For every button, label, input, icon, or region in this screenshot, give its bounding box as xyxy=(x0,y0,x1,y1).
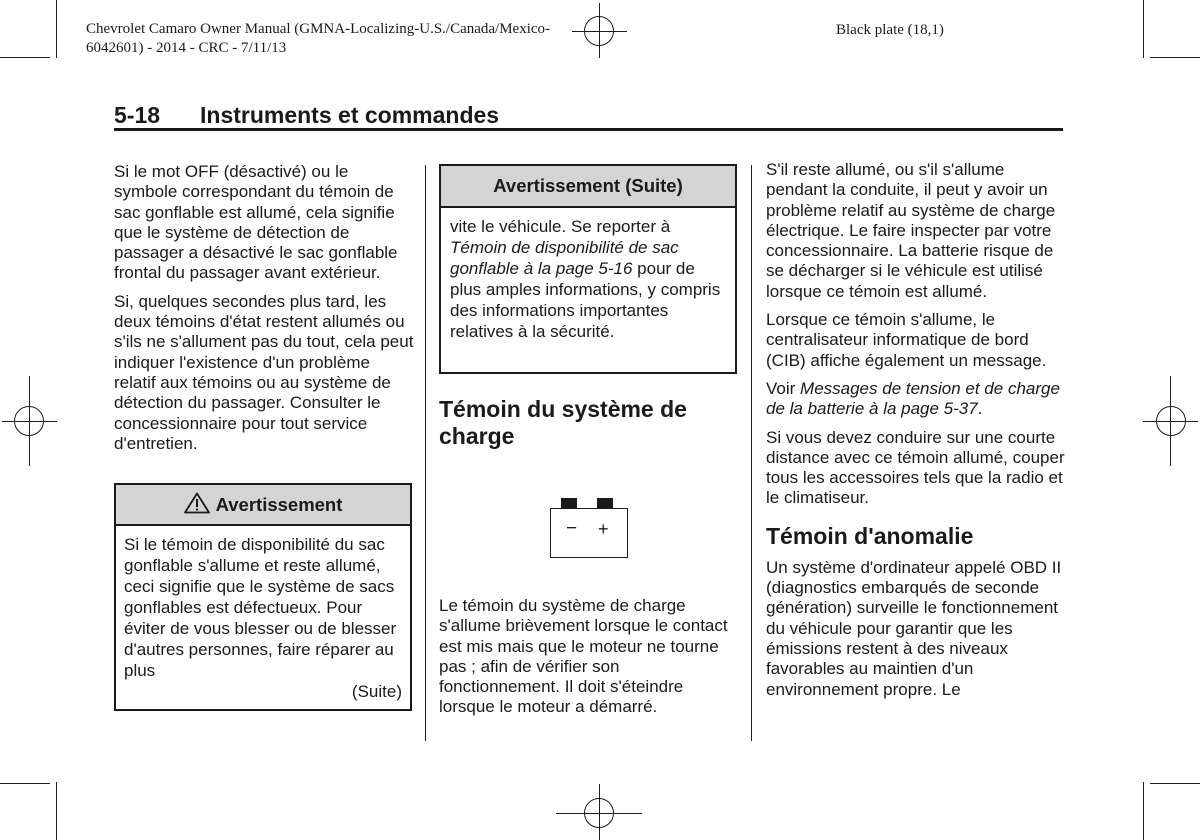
cross-reference-link[interactable]: Témoin de disponibilité de sac gonflable à la page 5-16 xyxy=(450,238,679,278)
column-3 xyxy=(766,160,1066,708)
column-divider xyxy=(751,165,752,741)
paragraph: Lorsque ce témoin s'allume, le centralisateur informatique de bord (CIB) affiche également un message. xyxy=(766,310,1047,370)
warning-box xyxy=(114,483,412,711)
paragraph: Si, quelques secondes plus tard, les deux témoins d'état restent allumés ou s'ils ne s'allument pas du tout, cela peut indiquer l'existence d'un problème relatif aux témoins ou au système de détection du passager. Consulter le concessionnaire pour tout service d'entretien. xyxy=(114,291,414,453)
page-number: 5-18 xyxy=(114,102,161,128)
paragraph: Voir Messages de tension et de charge de la batterie à la page 5-37. xyxy=(766,378,1060,419)
print-header-line2: 6042601) - 2014 - CRC - 7/11/13 xyxy=(86,40,287,56)
warning-box-continued xyxy=(439,164,737,374)
warning-header xyxy=(116,485,410,526)
title-rule xyxy=(114,128,1063,131)
warning-title: Avertissement xyxy=(215,494,343,515)
paragraph: Si vous devez conduire sur une courte distance avec ce témoin allumé, couper tous les accessoires tels que la radio et le climatiseur. xyxy=(766,427,1065,508)
cross-reference-link[interactable]: Messages de tension et de charge de la batterie à la page 5-37 xyxy=(766,378,1060,419)
heading-malfunction-indicator: Témoin d'anomalie xyxy=(766,522,974,549)
plate-label: Black plate (18,1) xyxy=(836,22,944,38)
battery-plus-icon: + xyxy=(598,519,609,539)
battery-minus-icon: − xyxy=(566,518,578,539)
print-header xyxy=(86,20,626,58)
warning-triangle-icon xyxy=(184,492,210,514)
section-title: Instruments et commandes xyxy=(200,102,500,128)
warning-title: Avertissement (Suite) xyxy=(493,175,683,196)
print-header-line1: Chevrolet Camaro Owner Manual (GMNA-Localizing-U.S./Canada/Mexico- xyxy=(86,21,551,37)
warning-text: vite le véhicule. Se reporter à Témoin de disponibilité de sac gonflable à la page 5-16 pour de plus amples informations, y compris des informations importantes relatives à la sécurité. xyxy=(450,217,721,341)
warning-text: Si le témoin de disponibilité du sac gonflable s'allume et reste allumé, ceci signifie que le système de sacs gonflables est défectueux. Pour éviter de vous blesser ou de blesser d'autres personnes, faire réparer au plus xyxy=(124,535,397,680)
paragraph: Un système d'ordinateur appelé OBD II (diagnostics embarqués de seconde génération) surveille le fonctionnement du véhicule pour garantir que les émissions restent à des niveaux favorables au maintien d'un environnement propre. Le xyxy=(766,557,1062,699)
column-divider xyxy=(425,165,426,741)
battery-icon xyxy=(550,498,628,558)
paragraph: S'il reste allumé, ou s'il s'allume pendant la conduite, il peut y avoir un problème relatif au système de charge électrique. Le faire inspecter par votre concessionnaire. La batterie risque de se décharger si le véhicule est utilisé lorsque ce témoin est allumé. xyxy=(766,160,1056,301)
warning-header xyxy=(441,166,735,208)
column-1 xyxy=(114,162,414,462)
paragraph: Si le mot OFF (désactivé) ou le symbole correspondant du témoin de sac gonflable est allumé, cela signifie que le système de détection de passager a désactivé le sac gonflable frontal du passager avant extérieur. xyxy=(114,162,398,283)
paragraph: Le témoin du système de charge s'allume brièvement lorsque le contact est mis mais que le moteur ne tourne pas ; afin de vérifier son fonctionnement. Il doit s'éteindre lorsque le moteur a démarré. xyxy=(439,596,728,717)
column-2-text xyxy=(439,596,739,726)
heading-charge-indicator: Témoin du système de charge xyxy=(439,396,687,449)
continued-label: (Suite) xyxy=(351,682,402,701)
